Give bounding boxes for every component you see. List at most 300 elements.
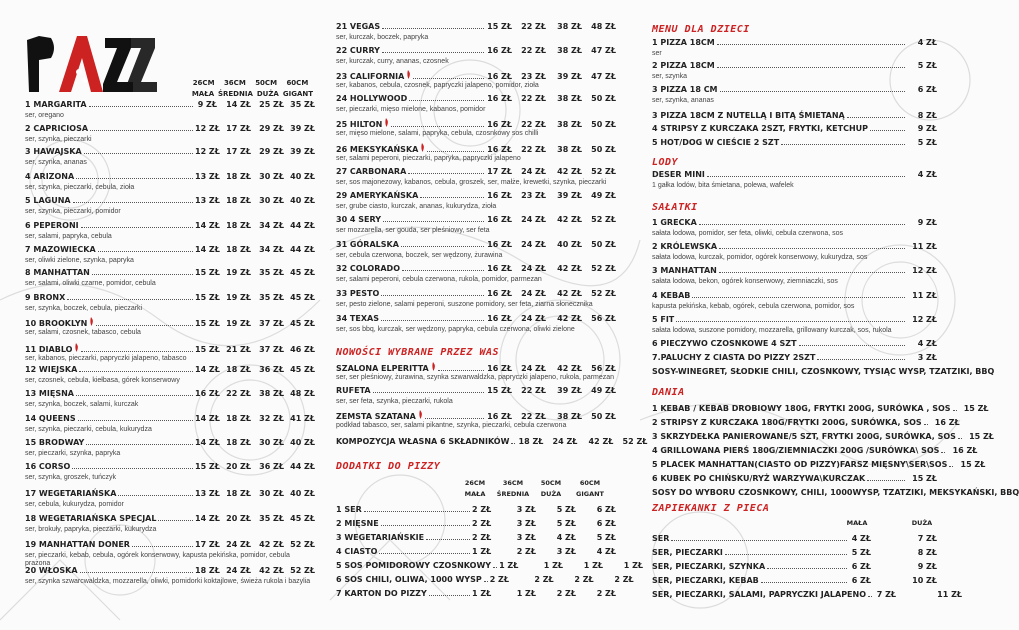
item-description: ser, cebula czerwona, boczek, ser wędzony, żurawina [336, 252, 503, 259]
item-name: 6 SOS CHILI, OLIWA, 1000 WYSP [336, 575, 482, 584]
item-name: 20 WŁOSKA [25, 566, 78, 575]
menu-item [652, 590, 963, 601]
size-header: MAŁA DUŻA [846, 519, 933, 527]
item-price: 24 ZŁ [521, 167, 546, 176]
item-price: 50 ZŁ [591, 94, 616, 103]
menu-item [336, 215, 616, 235]
menu-item [652, 339, 937, 350]
item-price: 50 ZŁ [591, 120, 616, 129]
item-description: ser, pieczarki, szynka, papryka [25, 450, 121, 457]
menu-item [652, 218, 937, 238]
menu-item [652, 460, 986, 471]
item-price: 16 ZŁ [487, 94, 512, 103]
item-description: ser, mięso mielone, salami, papryka, cebula, czosnkowy sos chilli [336, 130, 539, 137]
item-price: 52 ZŁ [591, 289, 616, 298]
item-name: 30 4 SERY [336, 215, 382, 224]
menu-item [25, 317, 315, 337]
menu-item [652, 353, 937, 364]
item-price: 4 ZŁ [556, 533, 576, 542]
chili-icon [89, 317, 94, 326]
section-title: SAŁATKI [652, 202, 698, 213]
chili-icon [406, 70, 411, 79]
item-price: 22 ZŁ [226, 389, 251, 398]
item-price: 24 ZŁ [521, 314, 546, 323]
item-price: 56 ZŁ [591, 364, 616, 373]
item-name: 16 CORSO [25, 462, 71, 471]
item-name: SER, PIECZARKI [652, 548, 723, 557]
item-description: ser, szynka, boczek, cebula, pieczarki [25, 305, 143, 312]
menu-item [336, 533, 616, 544]
item-price: 44 ZŁ [290, 245, 315, 254]
item-price: 35 ZŁ [290, 100, 315, 109]
item-description: ser, ser feta, szynka, pieczarki, rukola [336, 398, 453, 405]
item-price: 46 ZŁ [290, 345, 315, 354]
menu-item [25, 365, 315, 385]
item-name: 4 KEBAB [652, 291, 691, 300]
item-description: ser, pieczarki, kebab, cebula, ogórek konserwowy, kapusta pekińska, pomidor, cebula prażona [25, 552, 290, 567]
menu-item [25, 147, 315, 167]
menu-item [336, 314, 616, 334]
menu-item [652, 315, 937, 335]
item-price: 12 ZŁ [912, 315, 937, 324]
menu-item [336, 410, 616, 430]
menu-item [25, 540, 315, 568]
item-price: 9 ZŁ [197, 100, 217, 109]
section-title: DODATKI DO PIZZY [336, 461, 441, 472]
item-price: 16 ZŁ [487, 364, 512, 373]
item-price: 2 ZŁ [516, 547, 536, 556]
item-price: 19 ZŁ [226, 319, 251, 328]
item-price: 22 ZŁ [521, 120, 546, 129]
item-price: 14 ZŁ [195, 438, 220, 447]
item-name: 7 KARTON DO PIZZY [336, 589, 427, 598]
item-price: 24 ZŁ [552, 437, 578, 446]
item-price: 16 ZŁ [487, 191, 512, 200]
menu-item [336, 575, 634, 586]
item-name: 7 MAZOWIECKA [25, 245, 96, 254]
menu-item [652, 446, 978, 457]
item-price: 42 ZŁ [259, 540, 284, 549]
item-price: 39 ZŁ [557, 386, 582, 395]
menu-item [652, 138, 937, 149]
item-name: 1 KEBAB / KEBAB DROBIOWY 180G, FRYTKI 200G, SURÓWKA , SOS [652, 404, 951, 413]
item-price: 19 ZŁ [226, 293, 251, 302]
item-price: 38 ZŁ [557, 412, 582, 421]
item-name: 5 PLACEK MANHATTAN(CIASTO OD PIZZY)FARSZ MIĘSNY\SER\SOS [652, 460, 948, 469]
item-price: 12 ZŁ [195, 147, 220, 156]
item-price: 37 ZŁ [259, 319, 284, 328]
item-name: 5 FIT [652, 315, 675, 324]
pizza-size-header: 26CM 36CM 50CM 60CM MAŁA ŚREDNIA DUŻA GIGANT [191, 78, 313, 98]
item-price: 5 ZŁ [917, 61, 937, 70]
item-name: 10 BROOKLYN [25, 319, 88, 328]
size-header: MAŁA ŚREDNIA DUŻA GIGANT [464, 490, 604, 498]
item-price: 1 ZŁ [499, 561, 519, 570]
item-price: 1 ZŁ [472, 589, 492, 598]
sauces-line: SOSY-WINEGRET, SŁODKIE CHILI, CZOSNKOWY, TYSIĄC WYSP, TZATZIKI, BBQ [652, 367, 995, 376]
item-price: 1 ZŁ [472, 547, 492, 556]
item-price: 17 ZŁ [226, 147, 251, 156]
menu-item [25, 343, 315, 363]
item-price: 39 ZŁ [557, 191, 582, 200]
menu-item [25, 462, 315, 482]
item-price: 11 ZŁ [937, 590, 963, 599]
item-price: 16 ZŁ [952, 446, 978, 455]
item-description: sałata lodowa, suszone pomidory, mozzarella, grillowany kurczak, sos, rukola [652, 327, 892, 334]
menu-item [652, 432, 994, 443]
menu-item [336, 191, 616, 211]
item-price: 24 ZŁ [226, 566, 251, 575]
item-description: sałata lodowa, bekon, ogórek konserwowy, ziemniaczki, sos [652, 278, 838, 285]
item-price: 24 ZŁ [521, 240, 546, 249]
item-price: 44 ZŁ [290, 462, 315, 471]
item-name: 1 PIZZA 18CM [652, 38, 715, 47]
item-price: 14 ZŁ [195, 221, 220, 230]
item-price: 18 ZŁ [226, 414, 251, 423]
item-name: 31 GÓRALSKA [336, 240, 399, 249]
item-price: 15 ZŁ [969, 432, 994, 441]
item-price: 15 ZŁ [912, 474, 937, 483]
item-name: 11 DIABLO [25, 345, 73, 354]
menu-item [25, 100, 315, 120]
item-price: 24 ZŁ [226, 540, 251, 549]
item-name: 14 QUEENS [25, 414, 76, 423]
item-price: 15 ZŁ [195, 345, 220, 354]
item-price: 15 ZŁ [487, 386, 512, 395]
item-description: ser, oliwki zielone, szynka, papryka [25, 257, 134, 264]
item-description: ser, szynka, pieczarki [25, 136, 92, 143]
item-price: 9 ZŁ [917, 124, 937, 133]
item-price: 17 ZŁ [195, 540, 220, 549]
item-price: 15 ZŁ [195, 293, 220, 302]
item-price: 15 ZŁ [487, 22, 512, 31]
item-description: ser, kurczak, curry, ananas, czosnek [336, 58, 449, 65]
item-price: 18 ZŁ [226, 172, 251, 181]
item-price: 40 ZŁ [290, 172, 315, 181]
item-description: ser, szynka, groszek, tuńczyk [25, 474, 117, 481]
item-name: 5 SOS POMIDOROWY CZOSNKOWY [336, 561, 492, 570]
item-description: kapusta pekińska, kebab, ogórek, cebula czerwona, pomidor, sos [652, 303, 855, 310]
item-price: 38 ZŁ [557, 145, 582, 154]
item-price: 6 ZŁ [596, 505, 616, 514]
menu-item [652, 38, 937, 58]
item-price: 36 ZŁ [259, 365, 284, 374]
item-price: 47 ZŁ [591, 72, 616, 81]
menu-item [652, 534, 937, 545]
item-name: ZEMSTA SZATANA [336, 412, 416, 421]
menu-item [336, 94, 616, 114]
item-description: ser, salami, oliwki czarne, pomidor, cebula [25, 280, 156, 287]
item-description: ser, pesto zielone, salami peperoni, suszone pomidory, ser feta, ziarna słonecznika [336, 301, 593, 308]
menu-item [652, 124, 937, 135]
item-price: 24 ZŁ [521, 364, 546, 373]
item-price: 5 ZŁ [917, 138, 937, 147]
item-price: 7 ZŁ [876, 590, 897, 599]
item-price: 17 ZŁ [487, 167, 512, 176]
item-price: 30 ZŁ [259, 438, 284, 447]
item-price: 30 ZŁ [259, 172, 284, 181]
item-price: 37 ZŁ [259, 345, 284, 354]
menu-item [652, 170, 937, 190]
item-price: 13 ZŁ [195, 196, 220, 205]
section-title: LODY [652, 157, 679, 168]
item-price: 20 ZŁ [226, 514, 251, 523]
menu-item [336, 22, 616, 42]
item-description: ser, szynka, boczek, salami, kurczak [25, 401, 139, 408]
item-price: 14 ZŁ [195, 414, 220, 423]
item-name: 4 GRILLOWANA PIERŚ 180G/ZIEMNIACZKI 200G /SURÓWKA\ SOS [652, 446, 940, 455]
item-price: 25 ZŁ [259, 100, 284, 109]
item-price: 14 ZŁ [195, 365, 220, 374]
item-price: 8 ZŁ [917, 548, 937, 557]
item-price: 16 ZŁ [487, 46, 512, 55]
item-price: 2 ZŁ [614, 575, 634, 584]
item-name: 19 MANHATTAN DONER [25, 540, 130, 549]
menu-item [652, 404, 989, 415]
item-price: 16 ZŁ [487, 120, 512, 129]
item-price: 32 ZŁ [259, 414, 284, 423]
item-price: 42 ZŁ [557, 264, 582, 273]
item-description: ser, salami, czosnek, tabasco, cebula [25, 329, 141, 336]
item-description: ser, czosnek, cebula, kiełbasa, górek konserwowy [25, 377, 180, 384]
menu-item [336, 547, 616, 558]
item-price: 2 ZŁ [472, 505, 492, 514]
item-name: 3 MANHATTAN [652, 266, 717, 275]
item-name: SER, PIECZARKI, SALAMI, PAPRYCZKI JALAPENO [652, 590, 867, 599]
item-name: 2 KRÓLEWSKA [652, 242, 718, 251]
item-price: 35 ZŁ [259, 514, 284, 523]
item-description: ser, salami peperoni, pieczarki, papryka, papryczki jalapeno [336, 155, 521, 162]
menu-item [336, 561, 644, 572]
item-name: 12 WIEJSKA [25, 365, 78, 374]
item-price: 3 ZŁ [917, 353, 937, 362]
item-name: 1 GRECKA [652, 218, 697, 227]
item-price: 1 ZŁ [583, 561, 604, 570]
item-price: 18 ZŁ [518, 437, 544, 446]
item-price: 5 ZŁ [556, 505, 576, 514]
item-price: 22 ZŁ [521, 46, 546, 55]
item-description: ser, salami peperoni, cebula czerwona, rukola, pomidor, parmezan [336, 276, 542, 283]
item-price: 18 ZŁ [226, 221, 251, 230]
menu-item [25, 389, 315, 409]
item-price: 4 ZŁ [917, 339, 937, 348]
item-price: 18 ZŁ [195, 566, 220, 575]
item-price: 52 ZŁ [591, 264, 616, 273]
item-price: 15 ZŁ [963, 404, 989, 413]
item-name: 18 WEGETARIAŃSKA SPECJAL [25, 514, 157, 523]
item-description: ser [652, 50, 662, 57]
menu-item [25, 221, 315, 241]
item-description: ser, brokuły, papryka, pieczarki, kukurydza [25, 526, 157, 533]
menu-item [25, 514, 315, 534]
item-price: 2 ZŁ [596, 589, 616, 598]
item-name: 6 PIECZYWO CZOSNKOWE 4 SZT [652, 339, 797, 348]
item-price: 18 ZŁ [226, 365, 251, 374]
section-title: MENU DLA DZIECI [652, 24, 750, 35]
item-price: 52 ZŁ [591, 167, 616, 176]
item-name: 32 COLORADO [336, 264, 400, 273]
menu-item [652, 266, 937, 286]
item-price: 17 ZŁ [226, 124, 251, 133]
item-name: 6 PEPERONI [25, 221, 79, 230]
item-price: 18 ZŁ [226, 245, 251, 254]
item-name: 33 PESTO [336, 289, 380, 298]
item-price: 40 ZŁ [290, 196, 315, 205]
item-price: 16 ZŁ [487, 314, 512, 323]
item-price: 3 ZŁ [516, 519, 536, 528]
item-name: SER, PIECZARKI, SZYNKA [652, 562, 766, 571]
menu-item [336, 289, 616, 309]
item-name: 15 BRODWAY [25, 438, 85, 447]
chili-icon [74, 343, 79, 352]
item-price: 22 ZŁ [521, 386, 546, 395]
item-price: 10 ZŁ [912, 576, 937, 585]
item-price: 22 ZŁ [521, 94, 546, 103]
item-name: 2 STRIPSY Z KURCZAKA 180G/FRYTKI 200G, SURÓWKA, SOS [652, 418, 922, 427]
item-price: 42 ZŁ [259, 566, 284, 575]
item-price: 39 ZŁ [290, 147, 315, 156]
item-description: ser, grube ciasto, kurczak, ananas, kukurydza, zioła [336, 203, 497, 210]
item-name: 8 MANHATTAN [25, 268, 90, 277]
item-name: 9 BRONX [25, 293, 66, 302]
item-description: ser, kurczak, boczek, papryka [336, 34, 429, 41]
item-price: 16 ZŁ [487, 412, 512, 421]
item-price: 23 ZŁ [521, 72, 546, 81]
chili-icon [418, 410, 423, 419]
item-name: 21 VEGAS [336, 22, 381, 31]
item-price: 42 ZŁ [588, 437, 614, 446]
item-price: 11 ZŁ [912, 242, 937, 251]
item-name: 4 ARIZONA [25, 172, 75, 181]
item-price: 2 ZŁ [556, 589, 576, 598]
item-price: 42 ZŁ [557, 364, 582, 373]
item-price: 45 ZŁ [290, 268, 315, 277]
menu-item [25, 245, 315, 265]
menu-item [652, 562, 937, 573]
menu-item [652, 61, 937, 81]
item-price: 16 ZŁ [934, 418, 960, 427]
item-price: 4 ZŁ [917, 38, 937, 47]
item-price: 16 ZŁ [195, 389, 220, 398]
item-name: SZALONA ELPERITTA [336, 364, 429, 373]
dania-sauces-line: SOSY DO WYBORU CZOSNKOWY, CHILI, 1000WYSP, TZATZIKI, MEKSYKAŃSKI, BBQ [652, 488, 1019, 497]
item-price: 49 ZŁ [591, 386, 616, 395]
menu-item [336, 143, 616, 163]
item-name: 13 MIĘSNA [25, 389, 74, 398]
item-description: ser, szynka, ananas [652, 97, 714, 104]
item-price: 7 ZŁ [917, 534, 937, 543]
item-description: ser, szynka, pieczarki, pomidor [25, 208, 121, 215]
menu-item [336, 70, 616, 90]
item-description: sałata lodowa, kurczak, pomidor, ogórek konserwowy, kukurydza, sos [652, 254, 868, 261]
item-price: 42 ZŁ [557, 289, 582, 298]
item-price: 2 ZŁ [472, 533, 492, 542]
item-price: 19 ZŁ [226, 268, 251, 277]
item-price: 1 ZŁ [543, 561, 564, 570]
item-name: 6 KUBEK PO CHIŃSKU/RYŻ WARZYWA\KURCZAK [652, 474, 866, 483]
menu-item [652, 291, 937, 311]
item-description: ser, pieczarki, mięso mielone, kabanos, pomidor [336, 106, 486, 113]
item-name: 23 CALIFORNIA [336, 72, 405, 81]
section-title: DANIA [652, 387, 685, 398]
item-name: 34 TEXAS [336, 314, 379, 323]
item-price: 6 ZŁ [917, 85, 937, 94]
item-price: 18 ZŁ [226, 489, 251, 498]
item-name: 7.PALUCHY Z CIASTA DO PIZZY 2SZT [652, 353, 816, 362]
item-name: 3 HAWAJSKA [25, 147, 82, 156]
item-price: 4 ZŁ [851, 534, 871, 543]
item-price: 29 ZŁ [259, 124, 284, 133]
pizza-logo [25, 30, 165, 98]
item-price: 23 ZŁ [521, 191, 546, 200]
item-price: 5 ZŁ [596, 533, 616, 542]
item-description: ser, salami, papryka, cebula [25, 233, 112, 240]
item-price: 1 ZŁ [623, 561, 644, 570]
menu-item [336, 264, 616, 284]
item-name: 17 WEGETARIAŃSKA [25, 489, 117, 498]
item-price: 3 ZŁ [516, 505, 536, 514]
menu-item [25, 124, 315, 144]
item-price: 20 ZŁ [226, 462, 251, 471]
item-name: 2 MIĘSNE [336, 519, 379, 528]
item-price: 36 ZŁ [259, 462, 284, 471]
menu-item [336, 362, 616, 382]
item-price: 16 ZŁ [487, 145, 512, 154]
item-price: 35 ZŁ [259, 268, 284, 277]
item-name: 3 SKRZYDEŁKA PANIEROWANE/5 SZT, FRYTKI 200G, SURÓWKA, SOS [652, 432, 956, 441]
item-price: 50 ZŁ [591, 145, 616, 154]
item-price: 13 ZŁ [195, 489, 220, 498]
item-price: 38 ZŁ [557, 46, 582, 55]
item-name: 3 PIZZA 18CM Z NUTELLĄ I BITĄ ŚMIETANĄ [652, 111, 845, 120]
item-description: ser, oregano [25, 112, 64, 119]
item-description: ser, szynka szwarcwaldzka, mozzarella, oliwki, pomidorki koktajlowe, świeża rukola i bazylia [25, 578, 311, 585]
menu-item [652, 548, 937, 559]
item-price: 4 ZŁ [917, 170, 937, 179]
item-price: 47 ZŁ [591, 46, 616, 55]
item-price: 38 ZŁ [557, 94, 582, 103]
item-price: 45 ZŁ [290, 514, 315, 523]
item-price: 9 ZŁ [917, 218, 937, 227]
item-price: 16 ZŁ [487, 215, 512, 224]
item-description: ser mozzarella, ser gouda, ser pleśniowy, ser feta [336, 227, 490, 234]
item-price: 14 ZŁ [195, 245, 220, 254]
section-title: NOWOŚCI WYBRANE PRZEZ WAS [336, 347, 500, 358]
chili-icon [431, 362, 436, 371]
item-price: 6 ZŁ [851, 576, 871, 585]
item-price: 52 ZŁ [622, 437, 648, 446]
item-name: 22 CURRY [336, 46, 380, 55]
item-price: 24 ZŁ [521, 215, 546, 224]
item-price: 16 ZŁ [487, 264, 512, 273]
item-name: 2 PIZZA 18CM [652, 61, 715, 70]
item-price: 52 ZŁ [290, 540, 315, 549]
item-name: 1 SER [336, 505, 362, 514]
item-description: ser, kabanos, cebula, czosnek, papryczki jalapeno, pomidor, zioła [336, 82, 539, 89]
item-price: 16 ZŁ [487, 289, 512, 298]
item-description: ser, sos majonezowy, kabanos, cebula, groszek, ser, małże, krewetki, szynka, pieczarki [336, 179, 607, 186]
item-price: 41 ZŁ [290, 414, 315, 423]
item-price: 2 ZŁ [574, 575, 594, 584]
item-price: 52 ZŁ [290, 566, 315, 575]
item-price: 1 ZŁ [516, 589, 536, 598]
item-price: 30 ZŁ [259, 489, 284, 498]
item-price: 9 ZŁ [917, 562, 937, 571]
item-description: ser, sos bbq, kurczak, ser wędzony, papryka, cebula czerwona, oliwki zielone [336, 326, 575, 333]
item-price: 45 ZŁ [290, 319, 315, 328]
item-price: 30 ZŁ [259, 196, 284, 205]
menu-item [25, 438, 315, 458]
